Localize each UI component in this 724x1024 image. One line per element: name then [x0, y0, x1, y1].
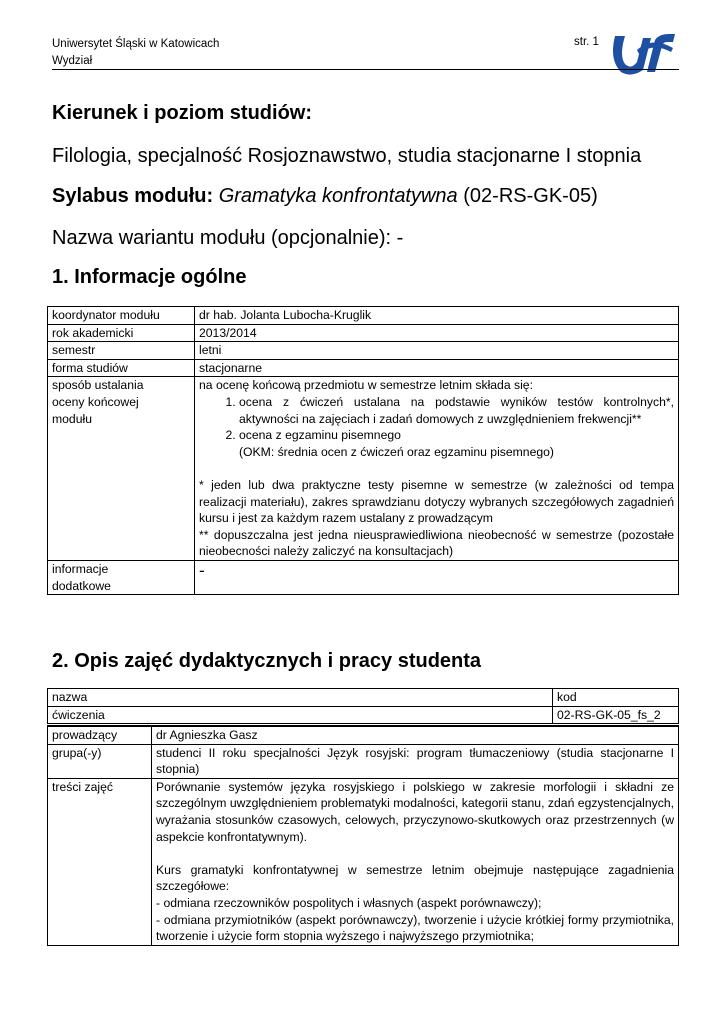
group-value: studenci II roku specjalności Język rosyjski: program tłumaczeniowy (studia stacjonarne I stopnia)	[152, 744, 679, 778]
syllabus-heading	[52, 185, 598, 208]
content-label: treści zajęć	[48, 778, 152, 945]
class-details-table	[47, 725, 679, 946]
teacher-value: dr Agnieszka Gasz	[152, 726, 679, 744]
table-row	[48, 726, 679, 744]
variant-heading: Nazwa wariantu modułu (opcjonalnie): -	[52, 227, 404, 249]
content-paragraph-1: Porównanie systemów języka rosyjskiego i polskiego w zakresie morfologii i składni ze szczególnym uwzględnieniem problematyki modalności, kategorii stanu, zdań egzystencjalnych, wyrażania stosunków czasowych, celowych, przyczynowo-skutkowych oraz przestrzennych (w aspekcie konfrontatywnym).	[156, 779, 674, 844]
code-value: 02-RS-GK-05_fs_2	[553, 706, 679, 724]
university-name: Uniwersytet Śląski w Katowicach	[52, 38, 220, 50]
table-row	[48, 307, 679, 325]
section-1-heading: 1. Informacje ogólne	[52, 266, 247, 288]
extra-value-text: -	[199, 560, 205, 580]
name-value: ćwiczenia	[48, 706, 553, 724]
university-logo	[607, 30, 677, 78]
grading-note-1: * jeden lub dwa praktyczne testy pisemne w semestrze (w zależności od tempa realizacji materiału), zakres sprawdzianu dotyczy wybranych szczegółowych zagadnień kursu i jest za każdym razem ustalany z prowadzącym	[199, 477, 674, 526]
content-item: - odmiana przymiotników (aspekt porównawczy), tworzenie i użycie krótkiej formy przymiotnika, tworzenie i użycie form stopnia wyższego i najwyższego przymiotnika;	[156, 912, 674, 944]
semester-value: letni	[195, 342, 679, 360]
table-row	[48, 744, 679, 778]
grading-note-2: ** dopuszczalna jest jedna nieusprawiedliwiona nieobecność w semestrze (pozostałe nieobecności należy zaliczyć na konsultacjach)	[199, 527, 674, 559]
page-number: str. 1	[574, 36, 599, 48]
coordinator-value: dr hab. Jolanta Lubocha-Kruglik	[195, 307, 679, 325]
extra-label-line: informacje	[52, 561, 109, 576]
syllabus-name: Gramatyka konfrontatywna	[218, 185, 458, 207]
section-2-heading: 2. Opis zajęć dydaktycznych i pracy studenta	[52, 650, 482, 672]
table-row	[48, 359, 679, 377]
grading-okm: (OKM: średnia ocen z ćwiczeń oraz egzaminu pisemnego)	[239, 444, 554, 459]
extra-label-line: dodatkowe	[52, 578, 111, 593]
grading-label-line: sposób ustalania	[52, 378, 144, 393]
general-info-table	[47, 306, 679, 595]
program-title: Kierunek i poziom studiów:	[52, 102, 313, 124]
grading-label-line: modułu	[52, 411, 92, 426]
extra-value	[195, 560, 679, 594]
table-row	[48, 377, 679, 561]
grading-item: 2. ocena z egzaminu pisemnego	[239, 427, 674, 444]
year-label: rok akademicki	[48, 324, 195, 342]
table-row	[48, 689, 679, 707]
class-name-table	[47, 688, 679, 724]
coordinator-label: koordynator modułu	[48, 307, 195, 325]
grading-label-line: oceny końcowej	[52, 394, 139, 409]
content-value	[152, 778, 679, 945]
group-label: grupa(-y)	[48, 744, 152, 778]
program-value: Filologia, specjalność Rosjoznawstwo, studia stacjonarne I stopnia	[52, 145, 642, 167]
page-header	[52, 36, 219, 70]
faculty-name: Wydział	[52, 55, 93, 67]
table-row	[48, 342, 679, 360]
table-row	[48, 324, 679, 342]
grading-value	[195, 377, 679, 561]
table-row	[48, 560, 679, 594]
content-item: - odmiana rzeczowników pospolitych i własnych (aspekt porównawczy);	[156, 895, 542, 910]
name-header: nazwa	[48, 689, 553, 707]
semester-label: semestr	[48, 342, 195, 360]
grading-item: 1. ocena z ćwiczeń ustalana na podstawie wyników testów kontrolnych*, aktywności na zajęciach i zadań domowych z uwzględnieniem frekwencji**	[239, 394, 674, 427]
code-header: kod	[553, 689, 679, 707]
table-row	[48, 706, 679, 724]
content-paragraph-2: Kurs gramatyki konfrontatywnej w semestrze letnim obejmuje następujące zagadnienia szczegółowe:	[156, 862, 674, 894]
year-value: 2013/2014	[195, 324, 679, 342]
grading-intro: na ocenę końcową przedmiotu w semestrze letnim składa się:	[199, 378, 533, 393]
form-label: forma studiów	[48, 359, 195, 377]
syllabus-label: Sylabus modułu:	[52, 185, 214, 207]
form-value: stacjonarne	[195, 359, 679, 377]
header-rule	[52, 69, 679, 70]
grading-list	[199, 394, 674, 444]
syllabus-code: (02-RS-GK-05)	[463, 185, 598, 207]
grading-label	[48, 377, 195, 561]
table-row	[48, 778, 679, 945]
extra-label	[48, 560, 195, 594]
teacher-label: prowadzący	[48, 726, 152, 744]
